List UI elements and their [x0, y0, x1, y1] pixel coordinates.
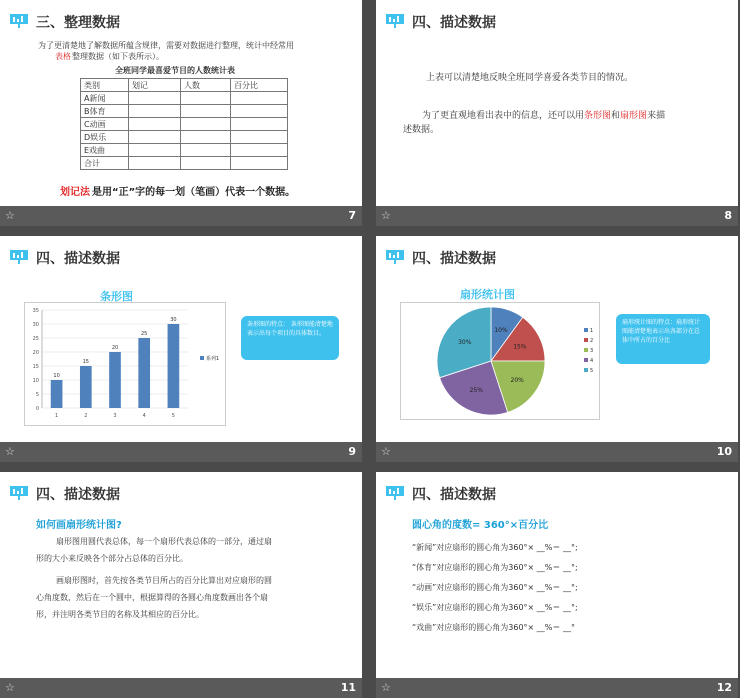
- formula-line: “体育”对应扇形的圆心角为360°× __%＝ __°;: [412, 563, 578, 572]
- presentation-board-icon: [10, 14, 28, 28]
- paragraph-2-line-2: 述数据。: [403, 125, 440, 135]
- slide-number: 7: [348, 209, 356, 222]
- bar: [51, 380, 63, 408]
- y-tick-label: 25: [32, 336, 39, 342]
- table-title: 全班同学最喜爱节目的人数统计表: [115, 66, 235, 75]
- slide-title: 四、描述数据: [412, 487, 496, 503]
- table-row: [81, 131, 288, 144]
- legend-label: 5: [590, 368, 594, 374]
- legend-swatch: [584, 328, 588, 332]
- table-row: [81, 157, 288, 170]
- star-icon[interactable]: ☆: [5, 209, 15, 222]
- formula-line: “新闻”对应扇形的圆心角为360°× __%＝ __°;: [412, 543, 578, 552]
- table-cell: C动画: [81, 118, 129, 131]
- pie-chart: [400, 302, 600, 420]
- note-highlight: 划记法: [60, 187, 90, 198]
- y-tick-label: 0: [35, 406, 39, 412]
- slide-title: 四、描述数据: [36, 251, 120, 267]
- bar: [80, 366, 92, 408]
- y-tick-label: 10: [32, 378, 39, 384]
- table-cell: A新闻: [81, 92, 129, 105]
- star-icon[interactable]: ☆: [381, 445, 391, 458]
- slide-footer: [376, 678, 738, 698]
- slide-footer: [0, 678, 362, 698]
- slide-canvas: [0, 472, 362, 678]
- table-row: [81, 92, 288, 105]
- paragraph-line: 画扇形图时，首先按各类节目所占的百分比算出对应扇形的圆: [56, 576, 272, 585]
- bar: [109, 352, 121, 408]
- pie-data-label: 25%: [469, 386, 483, 394]
- legend-label: 1: [590, 328, 594, 334]
- bar-data-label: 30: [170, 317, 177, 323]
- slide-title: 四、描述数据: [412, 15, 496, 31]
- formula-line: “动画”对应扇形的圆心角为360°× __%＝ __°;: [412, 583, 578, 592]
- table-row: [81, 118, 288, 131]
- table-cell: B体育: [81, 105, 129, 118]
- formula-line: “戏曲”对应扇形的圆心角为360°× __%＝ __°: [412, 623, 575, 632]
- slide-canvas: [376, 472, 738, 678]
- pie-chart-term: 扇形图: [620, 111, 648, 121]
- star-icon[interactable]: ☆: [381, 209, 391, 222]
- y-tick-label: 35: [32, 308, 39, 314]
- bar-chart: [24, 302, 226, 426]
- bar-data-label: 25: [141, 331, 148, 337]
- paragraph-line: 心角度数，然后在一个圆中，根据算得的各圆心角度数画出各个扇: [36, 593, 268, 602]
- bar: [138, 338, 150, 408]
- slide-title: 三、整理数据: [36, 15, 120, 31]
- legend-swatch: [584, 348, 588, 352]
- presentation-board-icon: [10, 486, 28, 500]
- statistics-table: [80, 78, 288, 170]
- formula-subtitle: 圆心角的度数= 360°×百分比: [412, 520, 549, 531]
- bar-data-label: 20: [111, 345, 119, 351]
- slide-title: 四、描述数据: [36, 487, 120, 503]
- x-tick-label: 1: [55, 413, 59, 419]
- bar-data-label: 10: [53, 373, 60, 379]
- formula-line: “娱乐”对应扇形的圆心角为360°× __%＝ __°;: [412, 603, 578, 612]
- table-header-cell: 划记: [129, 79, 181, 92]
- slide-number: 8: [724, 209, 732, 222]
- presentation-board-icon: [386, 486, 404, 500]
- slide-canvas: [0, 236, 362, 442]
- table-header-cell: 百分比: [231, 79, 288, 92]
- presentation-board-icon: [386, 250, 404, 264]
- y-tick-label: 30: [32, 322, 39, 328]
- table-cell: D娱乐: [81, 131, 129, 144]
- legend-label: 系列1: [206, 356, 220, 362]
- pie-data-label: 10%: [494, 327, 508, 335]
- pie-data-label: 15%: [513, 343, 527, 351]
- star-icon[interactable]: ☆: [5, 445, 15, 458]
- slide-9[interactable]: [0, 236, 362, 462]
- legend-label: 3: [590, 348, 594, 354]
- bar: [168, 324, 180, 408]
- intro-highlight: 表格: [55, 52, 71, 61]
- paragraph-line: 形，并注明各类节目的名称及其相应的百分比。: [36, 610, 204, 619]
- legend-swatch: [200, 356, 204, 360]
- bar-data-label: 15: [82, 359, 89, 365]
- bar-chart-callout: 条形图的特点： 条形图能清楚地表示出每个项目的具体数目。: [241, 316, 339, 360]
- slide-number: 9: [348, 445, 356, 458]
- slide-footer: [0, 206, 362, 226]
- slide-7[interactable]: [0, 0, 362, 226]
- paragraph-2-part: 来描: [647, 111, 666, 121]
- presentation-board-icon: [386, 14, 404, 28]
- slide-footer: [376, 442, 738, 462]
- slide-canvas: [376, 236, 738, 442]
- table-cell: 合计: [81, 157, 129, 170]
- table-row: [81, 144, 288, 157]
- slide-11[interactable]: [0, 472, 362, 698]
- x-tick-label: 4: [142, 413, 146, 419]
- table-header-cell: 人数: [181, 79, 231, 92]
- note-text: 是用“正”字的每一划（笔画）代表一个数据。: [92, 187, 296, 198]
- table-cell: E戏曲: [81, 144, 129, 157]
- slide-number: 12: [716, 681, 732, 694]
- bar-chart-term: 条形图: [584, 111, 612, 121]
- x-tick-label: 5: [171, 413, 175, 419]
- table-header-row: [81, 79, 288, 92]
- table-header-cell: 类别: [81, 79, 129, 92]
- slide-10[interactable]: [376, 236, 738, 462]
- pie-chart-callout: 扇形统计图的特点：扇形统计图能清楚地表示出各部分在总体中所占的百分比: [616, 314, 710, 364]
- paragraph-line: 扇形图用圆代表总体，每一个扇形代表总体的一部分，通过扇: [56, 537, 272, 546]
- slide-8[interactable]: [376, 0, 738, 226]
- paragraph-2-part: 和: [611, 111, 621, 121]
- intro-text-2: 整理数据（如下表所示）。: [72, 52, 164, 61]
- slide-number: 11: [340, 681, 356, 694]
- presentation-board-icon: [10, 250, 28, 264]
- slide-canvas: [0, 0, 362, 206]
- y-tick-label: 15: [32, 364, 39, 370]
- y-tick-label: 5: [35, 392, 39, 398]
- section-subtitle: 如何画扇形统计图?: [36, 520, 122, 531]
- paragraph-line: 形的大小来反映各个部分占总体的百分比。: [36, 554, 188, 563]
- x-tick-label: 2: [84, 413, 88, 419]
- star-icon[interactable]: ☆: [381, 681, 391, 694]
- y-tick-label: 20: [32, 350, 39, 356]
- pie-data-label: 30%: [458, 338, 472, 346]
- legend-label: 4: [590, 358, 594, 364]
- legend-label: 2: [590, 338, 594, 344]
- slide-canvas: [376, 0, 738, 206]
- legend-swatch: [584, 368, 588, 372]
- pie-data-label: 20%: [510, 377, 524, 385]
- slide-footer: [0, 442, 362, 462]
- paragraph-2-part: 为了更直观地看出表中的信息，还可以用: [422, 111, 585, 121]
- x-tick-label: 3: [113, 413, 117, 419]
- star-icon[interactable]: ☆: [5, 681, 15, 694]
- slide-12[interactable]: [376, 472, 738, 698]
- intro-text: 为了更清楚地了解数据所蕴含规律，需要对数据进行整理，统计中经常用: [38, 41, 294, 50]
- chart-title: 扇形统计图: [460, 288, 515, 301]
- paragraph-2: [422, 108, 665, 121]
- slide-title: 四、描述数据: [412, 251, 496, 267]
- table-row: [81, 105, 288, 118]
- slide-footer: [376, 206, 738, 226]
- legend-swatch: [584, 358, 588, 362]
- slide-number: 10: [716, 445, 732, 458]
- paragraph-1: 上表可以清楚地反映全班同学喜爱各类节目的情况。: [426, 73, 634, 83]
- legend-swatch: [584, 338, 588, 342]
- chart-title: 条形图: [100, 290, 133, 303]
